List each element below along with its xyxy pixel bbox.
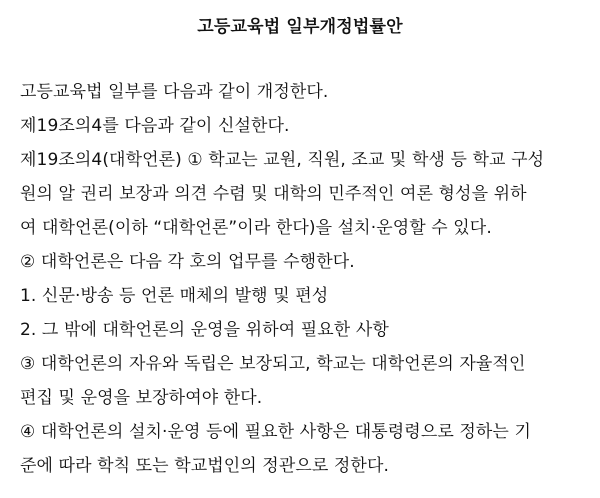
text-line-new-article-intro: 제19조의4를 다음과 같이 신설한다. xyxy=(20,116,290,136)
text-line-article-paragraph-1b: 원의 알 권리 보장과 의견 수렴 및 대학의 민주적인 여론 형성을 위하 xyxy=(20,184,527,204)
text-line-item-2: 2. 그 밖에 대학언론의 운영을 위하여 필요한 사항 xyxy=(20,320,389,340)
text-line-paragraph-4a: ④ 대학언론의 설치·운영 등에 필요한 사항은 대통령령으로 정하는 기 xyxy=(20,422,531,442)
text-line-item-1: 1. 신문·방송 등 언론 매체의 발행 및 편성 xyxy=(20,286,329,306)
text-line-paragraph-4b: 준에 따라 학칙 또는 학교법인의 정관으로 정한다. xyxy=(20,456,389,476)
text-line-amendment-intro: 고등교육법 일부를 다음과 같이 개정한다. xyxy=(20,82,329,102)
text-line-paragraph-3b: 편집 및 운영을 보장하여야 한다. xyxy=(20,388,263,408)
text-line-article-paragraph-1a: 제19조의4(대학언론) ① 학교는 교원, 직원, 조교 및 학생 등 학교 구성 xyxy=(20,150,545,170)
document-title: 고등교육법 일부개정법률안 xyxy=(197,17,403,37)
text-line-article-paragraph-1c: 여 대학언론(이하 “대학언론”이라 한다)을 설치·운영할 수 있다. xyxy=(20,218,492,238)
text-line-paragraph-2: ② 대학언론은 다음 각 호의 업무를 수행한다. xyxy=(20,252,355,272)
text-line-paragraph-3a: ③ 대학언론의 자유와 독립은 보장되고, 학교는 대학언론의 자율적인 xyxy=(20,354,526,374)
